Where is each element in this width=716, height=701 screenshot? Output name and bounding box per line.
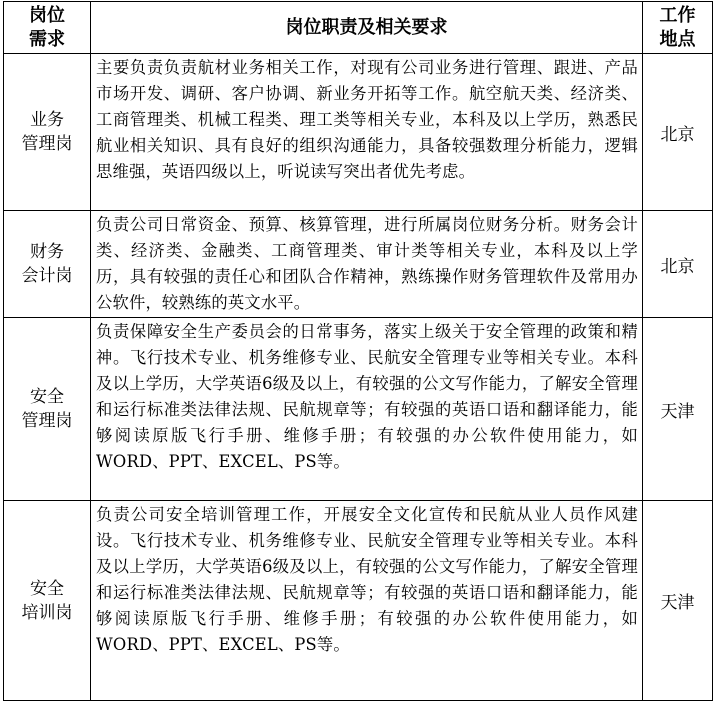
location-cell: 北京	[643, 54, 713, 211]
position-cell	[4, 211, 91, 318]
header-position-line2: 需求	[29, 28, 65, 50]
table-row	[4, 318, 713, 501]
position-cell	[4, 318, 91, 501]
position-line1: 安全	[30, 387, 64, 407]
header-location	[643, 2, 713, 54]
header-location-line1: 工作	[659, 4, 696, 26]
position-line1: 财务	[30, 242, 64, 262]
position-cell	[4, 54, 91, 211]
position-line1: 安全	[30, 578, 64, 599]
position-line1: 业务	[30, 110, 64, 130]
location-cell: 北京	[643, 211, 713, 318]
position-line2: 管理岗	[21, 134, 73, 154]
location-cell: 天津	[643, 318, 713, 501]
table-header-row	[4, 2, 713, 54]
description-cell: 负责公司日常资金、预算、核算管理，进行所属岗位财务分析。财务会计类、经济类、金融类、工商管理类、审计类等相关专业，本科及以上学历，具有较强的责任心和团队合作精神，熟练操作财务管理软件及常用办公软件，较熟练的英文水平。	[91, 211, 643, 318]
header-position-line1: 岗位	[29, 4, 65, 26]
position-line2: 管理岗	[21, 411, 73, 431]
table-row	[4, 501, 713, 701]
job-requirements-table	[3, 1, 713, 701]
description-cell: 负责保障安全生产委员会的日常事务，落实上级关于安全管理的政策和精神。飞行技术专业、机务维修专业、民航安全管理专业等相关专业。本科及以上学历，大学英语6级及以上，有较强的公文写作能力，了解安全管理和运行标准类法律法规、民航规章等；有较强的英语口语和翻译能力，能够阅读原版飞行手册、维修手册；有较强的办公软件使用能力，如WORD、PPT、EXCEL、PS等。	[91, 318, 643, 501]
header-location-line2: 地点	[659, 28, 696, 50]
header-duties: 岗位职责及相关要求	[91, 2, 643, 54]
location-cell: 天津	[643, 501, 713, 701]
position-line2: 培训岗	[21, 602, 73, 623]
position-line2: 会计岗	[21, 266, 73, 286]
table-row	[4, 211, 713, 318]
header-position	[4, 2, 91, 54]
table-row	[4, 54, 713, 211]
position-cell	[4, 501, 91, 701]
description-cell: 主要负责负责航材业务相关工作，对现有公司业务进行管理、跟进、产品市场开发、调研、客户协调、新业务开拓等工作。航空航天类、经济类、工商管理类、机械工程类、理工类等相关专业，本科及以上学历，熟悉民航业相关知识、具有良好的组织沟通能力，具备较强数理分析能力，逻辑思维强，英语四级以上，听说读写突出者优先考虑。	[91, 54, 643, 211]
description-cell: 负责公司安全培训管理工作，开展安全文化宣传和民航从业人员作风建设。飞行技术专业、机务维修专业、民航安全管理专业等相关专业。本科及以上学历，大学英语6级及以上，有较强的公文写作能力，了解安全管理和运行标准类法律法规、民航规章等；有较强的英语口语和翻译能力，能够阅读原版飞行手册、维修手册；有较强的办公软件使用能力，如WORD、PPT、EXCEL、PS等。	[91, 501, 643, 701]
